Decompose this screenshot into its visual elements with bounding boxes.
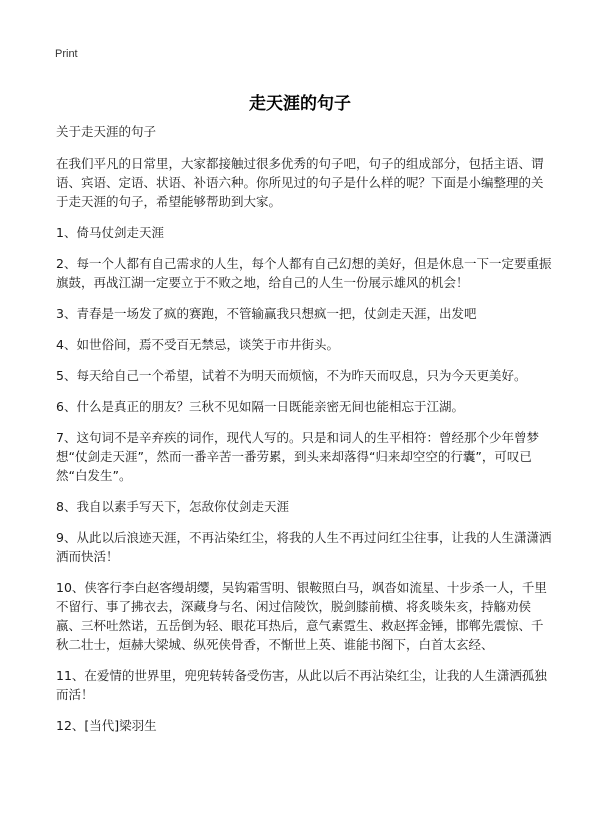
page-title: 走天涯的句子: [249, 94, 351, 115]
list-item: 4、如世俗间，焉不受百无禁忌，谈笑于市井街头。: [56, 337, 339, 352]
list-item: 5、每天给自己一个希望，试着不为明天而烦恼，不为昨天而叹息，只为今天更美好。: [56, 368, 527, 383]
list-item: 6、什么是真正的朋友？三秋不见如隔一日既能亲密无间也能相忘于江湖。: [56, 399, 464, 414]
article-subtitle: 关于走天涯的句子: [56, 124, 157, 139]
list-item: 8、我自以素手写天下，怎敌你仗剑走天涯: [56, 499, 289, 514]
list-item: 7、这句词不是辛弃疾的词作，现代人写的。只是和词人的生平相符：曾经那个少年曾梦想“仗剑走天涯”，然而一番辛苦一番劳累，到头来却落得“归来却空空的行囊”，可叹已然“白发生”。: [56, 430, 539, 483]
list-item: 1、倚马仗剑走天涯: [56, 225, 164, 240]
sentence-list: [56, 223, 552, 735]
list-item: 12、[当代]梁羽生: [56, 718, 157, 733]
list-item: 11、在爱情的世界里，兜兜转转备受伤害，从此以后不再沾染红尘，让我的人生潇洒孤独而活！: [56, 668, 547, 702]
list-item: 3、青春是一场发了疯的赛跑，不管输赢我只想疯一把，仗剑走天涯，出发吧: [56, 306, 477, 321]
list-item: 9、从此以后浪迹天涯，不再沾染红尘，将我的人生不再过问红尘往事，让我的人生潇潇洒洒而快活！: [56, 530, 552, 564]
intro-paragraph: 在我们平凡的日常里，大家都接触过很多优秀的句子吧，句子的组成部分，包括主语、谓语、宾语、定语、状语、补语六种。你所见过的句子是什么样的呢？下面是小编整理的关于走天涯的句子，希望能够帮助到大家。: [56, 156, 544, 209]
article-body: [56, 122, 552, 735]
print-link[interactable]: Print: [55, 48, 78, 60]
list-item: 2、每一个人都有自己需求的人生，每个人都有自己幻想的美好，但是休息一下一定要重振旗鼓，再战江湖一定要立于不败之地，给自己的人生一份展示雄风的机会！: [56, 256, 552, 290]
list-item: 10、侠客行李白赵客缦胡缨，吴钩霜雪明、银鞍照白马，飒沓如流星、十步杀一人，千里不留行、事了拂衣去，深藏身与名、闲过信陵饮，脱剑膝前横、将炙啖朱亥，持觞劝侯嬴、三杯吐然诺，五岳倒为轻、眼花耳热后，意气素霓生、救赵挥金锤，邯郸先震惊、千秋二壮士，烜赫大梁城、纵死侠骨香，不惭世上英、谁能书阁下，白首太玄经、: [56, 580, 547, 652]
